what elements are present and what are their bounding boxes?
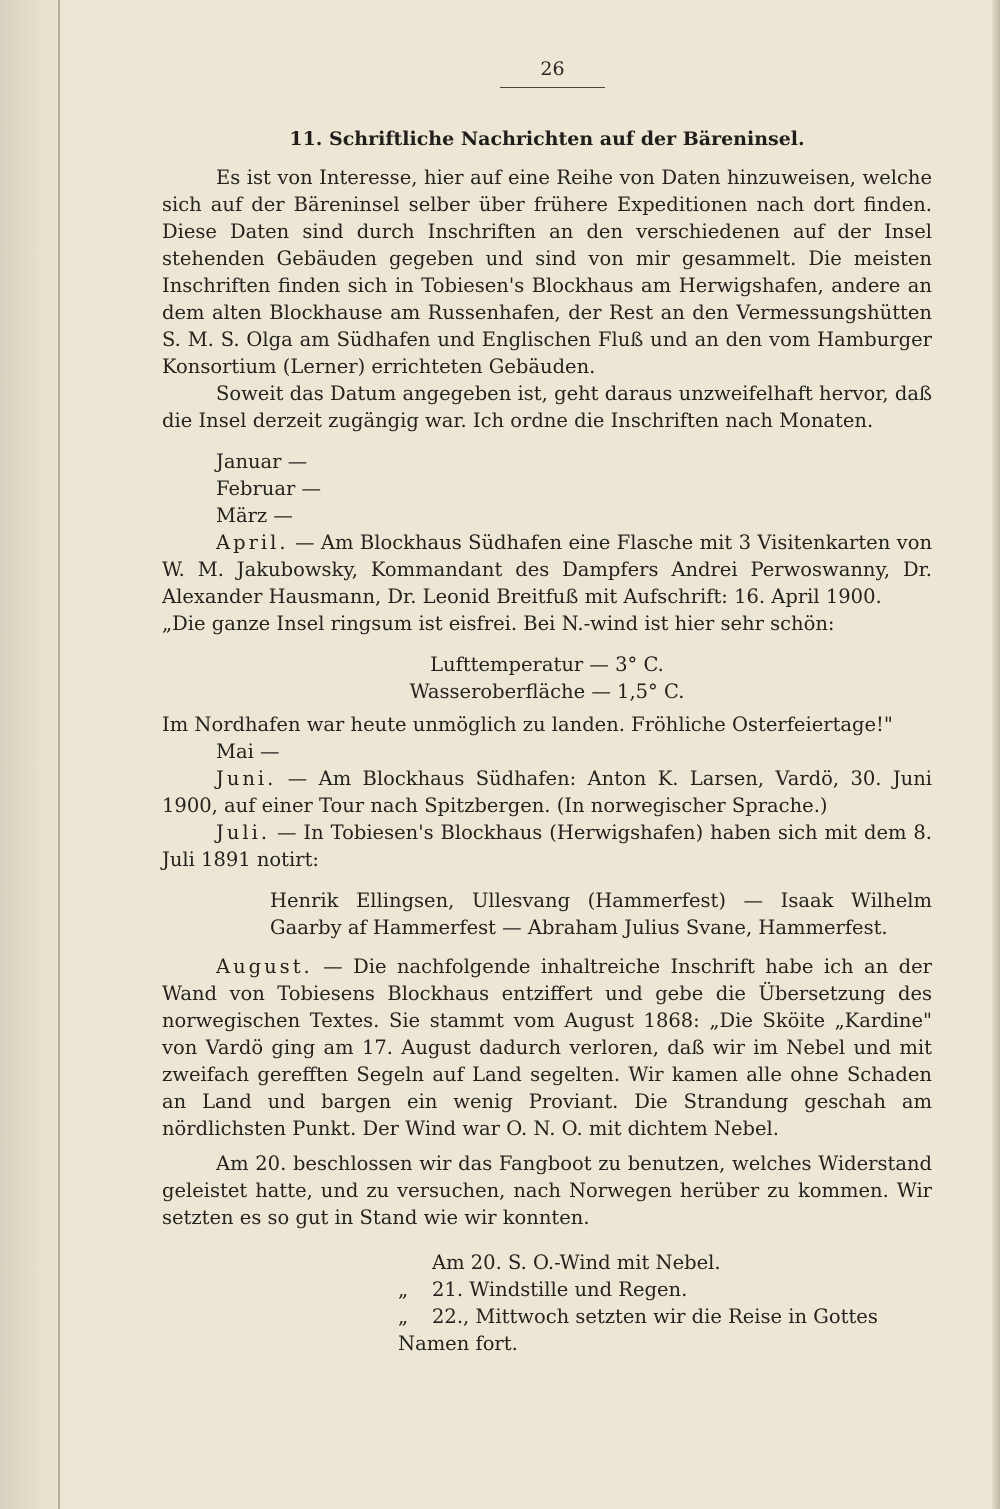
ditto-mark: „ — [398, 1278, 409, 1301]
log-text-3: 22., Mittwoch setzten wir die Reise in Gottes Namen fort. — [398, 1305, 878, 1355]
april-text: — Am Blockhaus Südhafen eine Flasche mit 3 Visitenkarten von — [295, 531, 932, 554]
august-text: — Die nachfolgende inhaltreiche Inschrift habe ich an der Wand von Tobiesens Blockhaus entziffert und gebe die Übersetzung des norwegischen Textes. Sie stammt vom August 1868: „Die Sköite „Kardine" von Vardö ging am 17. August dadurch verloren, daß wir im Nebel und mit zweifach gerefften Segeln auf Land segelten. Wir kamen alle ohne Schaden an Land und bargen ein wenig Proviant. Die Strandung geschah am nördlichsten Punkt. Der Wind war O. N. O. mit dichtem Nebel. — [162, 955, 932, 1140]
april-entry — [162, 529, 932, 610]
april-quote: „Die ganze Insel ringsum ist eisfrei. Bei N.-wind ist hier sehr schön: — [162, 612, 835, 635]
juli-entry — [162, 819, 932, 873]
section-heading: 11. Schriftliche Nachrichten auf der Bäreninsel. — [289, 128, 805, 150]
log-text-2: 21. Windstille und Regen. — [432, 1278, 688, 1301]
juni-label: Juni. — [216, 767, 277, 790]
juni-entry — [162, 765, 932, 819]
page-number: 26 — [540, 58, 565, 80]
intro-paragraph-1: Es ist von Interesse, hier auf eine Reihe von Daten hinzuweisen, welche sich auf der Bäreninsel selber über frühere Expeditionen nach dort finden. Diese Daten sind durch Inschriften an den verschiedenen auf der Insel stehenden Gebäuden gegeben und sind von mir gesammelt. Die meisten Inschriften finden sich in Tobiesen's Blockhaus am Herwigshafen, andere an dem alten Blockhause am Russenhafen, der Rest an den Vermessungshütten S. M. S. Olga am Südhafen und Englischen Fluß und an den vom Hamburger Konsortium (Lerner) errichteten Gebäuden. — [162, 166, 932, 378]
juli-names: Henrik Ellingsen, Ullesvang (Hammerfest) — Isaak Wilhelm Gaarby af Hammerfest — Abraham Julius Svane, Hammerfest. — [270, 889, 932, 939]
temp-air: Lufttemperatur — 3° C. — [430, 653, 664, 676]
month-januar: Januar — — [216, 450, 308, 473]
april-label: April. — [216, 531, 289, 554]
april-names: W. M. Jakubowsky, Kommandant des Dampfers Andrei Perwoswanny, Dr. Alexander Hausmann, Dr. Leonid Breitfuß mit Aufschrift: 16. April 1900. — [162, 558, 932, 608]
august-label: August. — [216, 955, 313, 978]
month-maerz: März — — [216, 504, 293, 527]
header-rule — [500, 87, 605, 88]
juli-label: Juli. — [216, 821, 271, 844]
log-line-2 — [162, 1276, 932, 1303]
april-end: Im Nordhafen war heute unmöglich zu landen. Fröhliche Osterfeiertage!" — [162, 713, 893, 736]
log-line-3 — [162, 1303, 932, 1357]
august-paragraph-2: Am 20. beschlossen wir das Fangboot zu benutzen, welches Widerstand geleistet hatte, und zu versuchen, nach Norwegen herüber zu kommen. Wir setzten es so gut in Stand wie wir konnten. — [162, 1152, 932, 1229]
ditto-mark: „ — [398, 1305, 409, 1328]
log-line-1 — [162, 1249, 932, 1276]
log-text-1: Am 20. S. O.-Wind mit Nebel. — [432, 1251, 721, 1274]
page-edge — [992, 0, 1000, 1509]
august-entry — [162, 953, 932, 1142]
gutter-line — [58, 0, 60, 1509]
intro-paragraph-2: Soweit das Datum angegeben ist, geht daraus unzweifelhaft hervor, daß die Insel derzeit zugängig war. Ich ordne die Inschriften nach Monaten. — [162, 382, 932, 432]
month-februar: Februar — — [216, 477, 322, 500]
intro-block — [162, 164, 932, 434]
temp-water: Wasseroberfläche — 1,5° C. — [409, 680, 685, 703]
juli-text: — In Tobiesen's Blockhaus (Herwigshafen) haben sich mit dem 8. Juli 1891 notirt: — [162, 821, 933, 871]
months-block — [162, 448, 932, 1357]
juni-text: — Am Blockhaus Südhafen: Anton K. Larsen, Vardö, 30. Juni 1900, auf einer Tour nach Spitzbergen. (In norwegischer Sprache.) — [162, 767, 932, 817]
month-mai: Mai — — [216, 740, 280, 763]
